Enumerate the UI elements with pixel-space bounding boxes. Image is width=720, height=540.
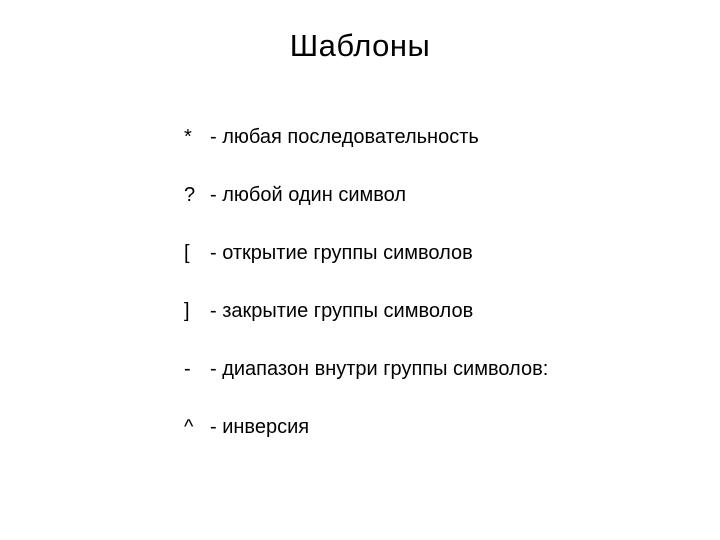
- list-item: [184, 166, 704, 224]
- pattern-symbol: ?: [184, 183, 196, 206]
- pattern-symbol: ]: [184, 299, 190, 322]
- pattern-symbol: *: [184, 125, 192, 148]
- list-item: [184, 108, 704, 166]
- pattern-symbol: ^: [184, 415, 194, 438]
- pattern-description: - любая последовательность: [210, 125, 479, 148]
- pattern-description: - закрытие группы символов: [210, 299, 474, 322]
- pattern-description: - открытие группы символов: [210, 241, 473, 264]
- pattern-description: - инверсия: [210, 415, 310, 438]
- pattern-description: - любой один символ: [210, 183, 406, 206]
- pattern-list: [184, 108, 704, 456]
- pattern-description: - диапазон внутри группы символов:: [210, 357, 549, 380]
- pattern-symbol: -: [184, 357, 191, 380]
- slide-title: Шаблоны: [289, 28, 431, 63]
- list-item: [184, 398, 704, 456]
- list-item: [184, 282, 704, 340]
- list-item: [184, 340, 704, 398]
- pattern-symbol: [: [184, 241, 190, 264]
- list-item: [184, 224, 704, 282]
